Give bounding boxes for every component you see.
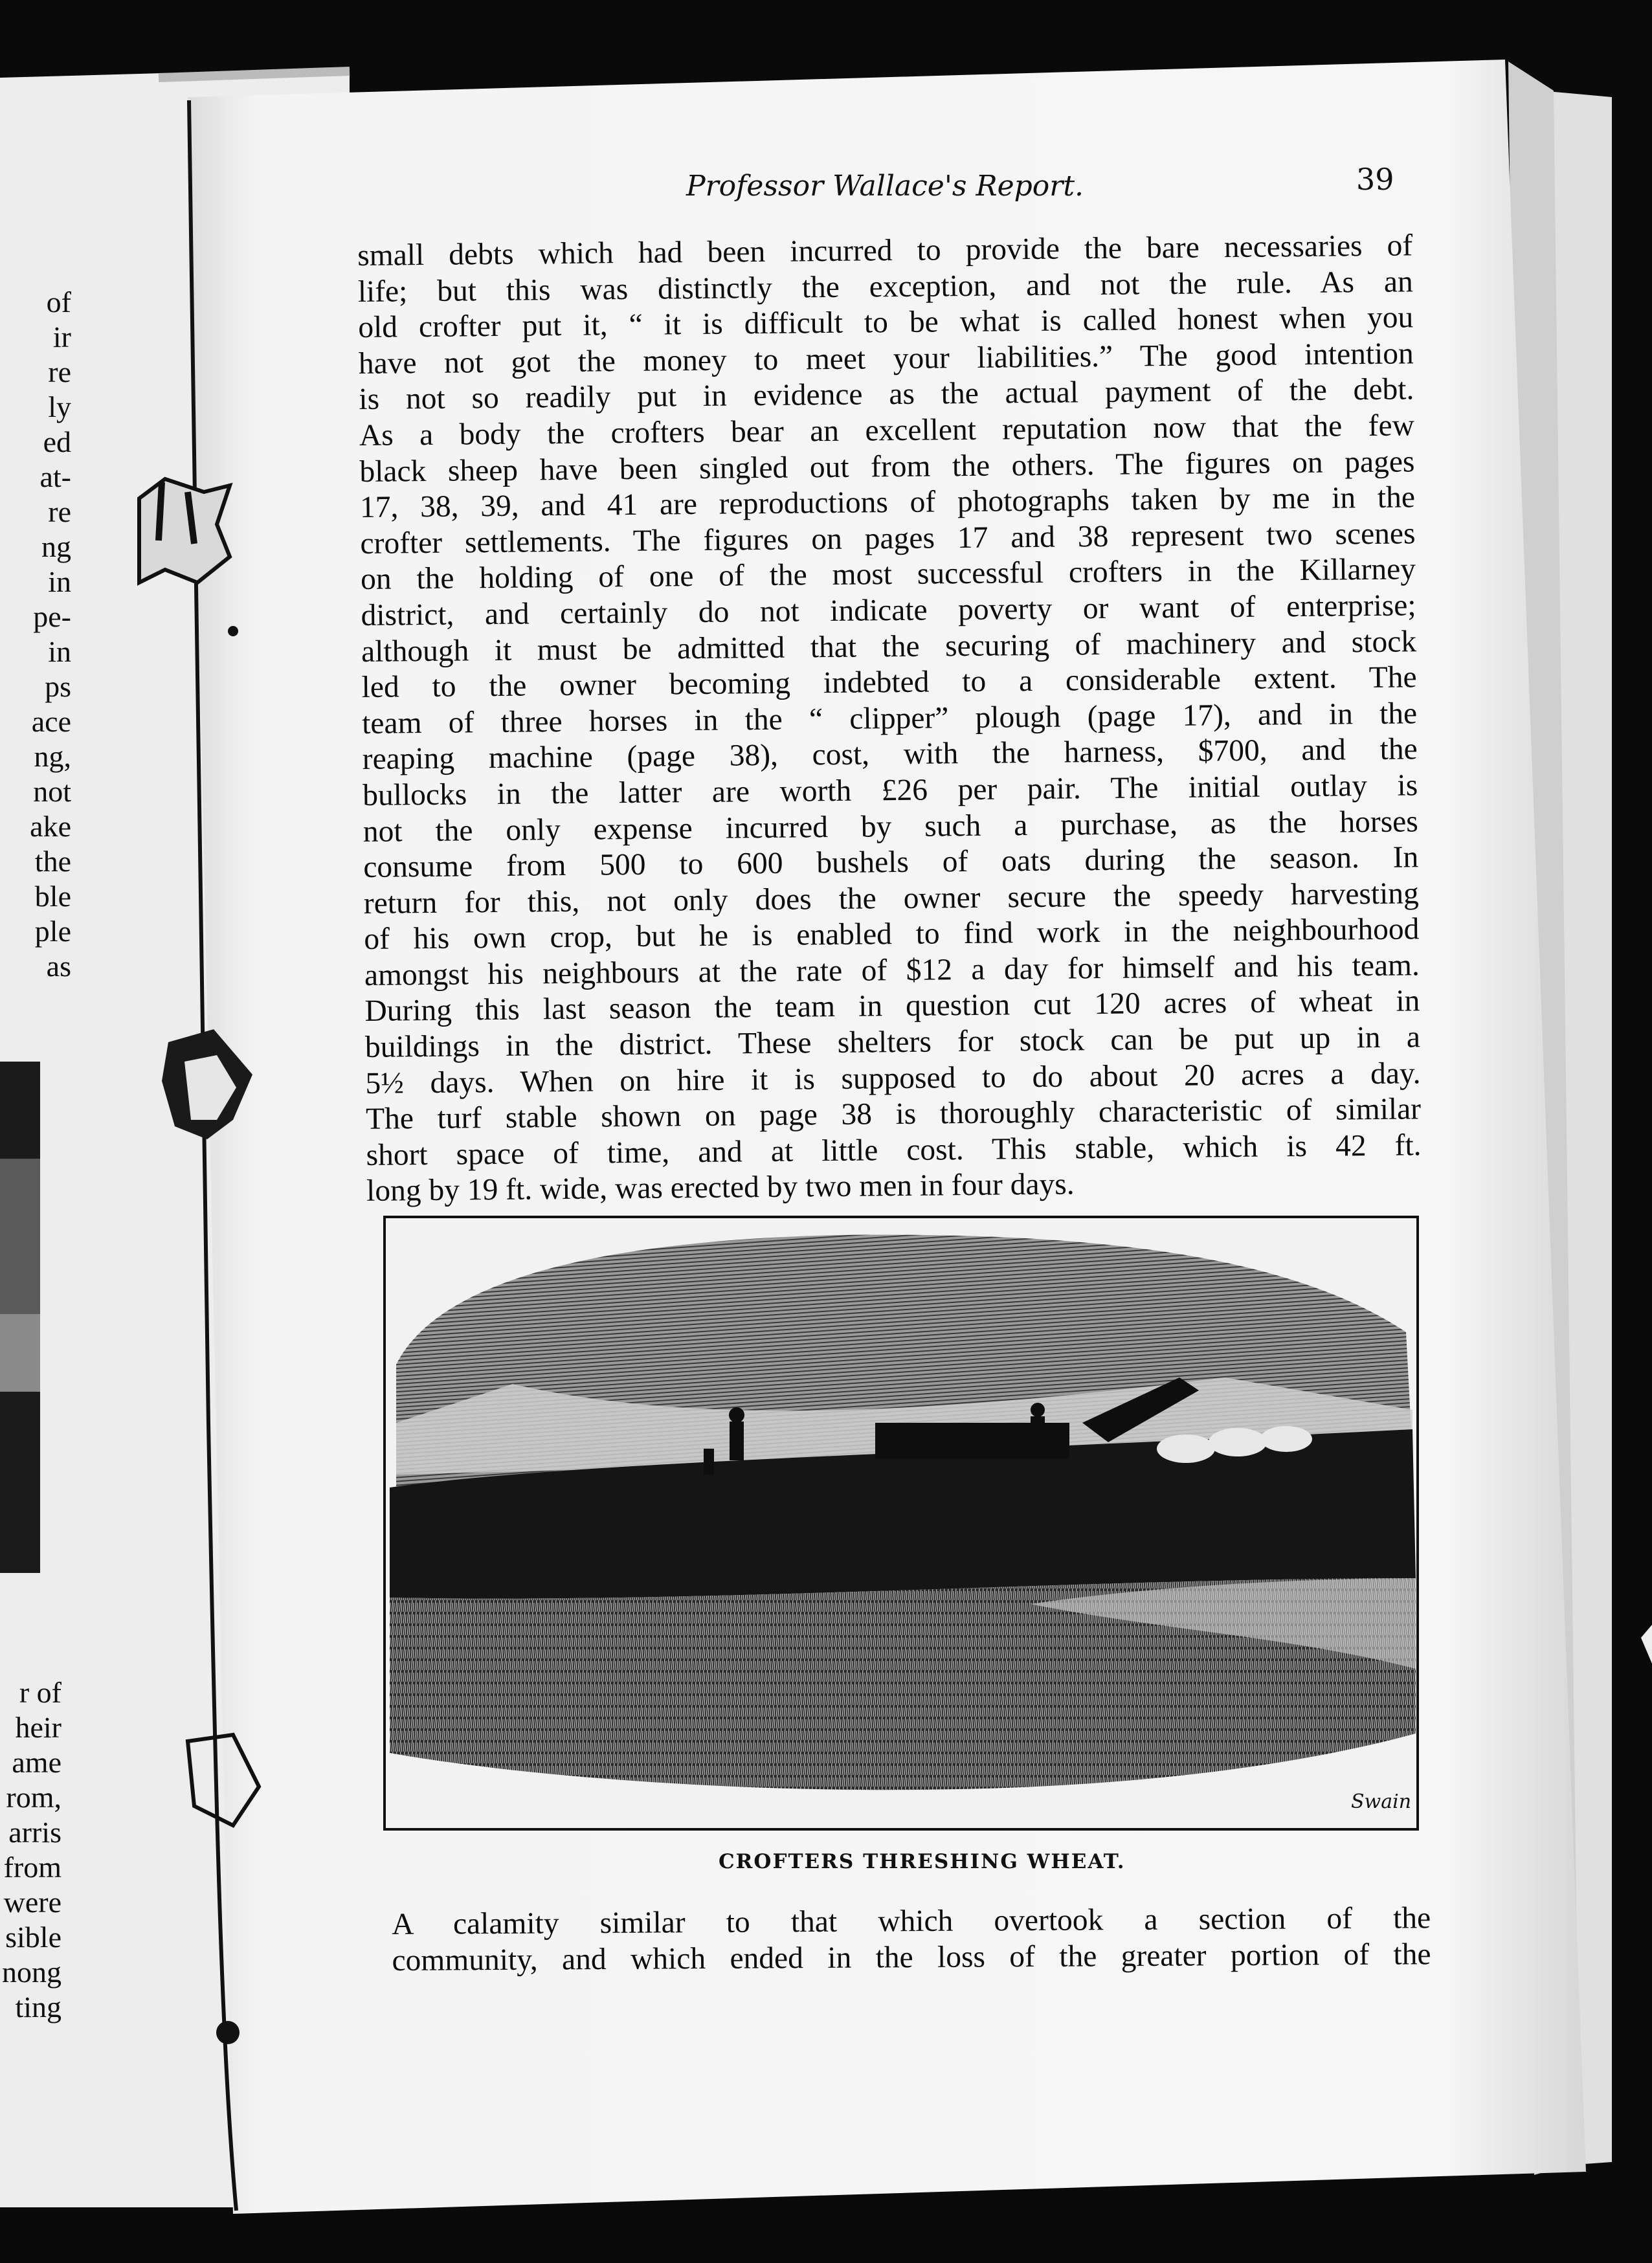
body-line: although it must be admitted that the securing of machinery and stock <box>361 624 1417 669</box>
body-line: of his own crop, but he is enabled to find work in the neighbourhood <box>364 912 1420 957</box>
running-header: Professor Wallace's Report. <box>686 170 1084 203</box>
left-fragment: sible <box>5 1921 61 1954</box>
body-paragraph <box>357 228 1422 1210</box>
body-line: 17, 38, 39, and 41 are reproductions of photographs taken by me in the <box>359 480 1416 525</box>
body-line: amongst his neighbours at the rate of $12 a day for himself and his team. <box>364 948 1420 992</box>
left-fragment: in <box>48 635 71 668</box>
figure-caption: CROFTERS THRESHING WHEAT. <box>719 1850 1126 1873</box>
body-line: led to the owner becoming indebted to a considerable extent. The <box>361 660 1417 705</box>
left-fragment: were <box>3 1886 61 1919</box>
left-fragment: heir <box>15 1711 61 1744</box>
body-line: team of three horses in the “ clipper” plough (page 17), and in the <box>361 697 1418 741</box>
body-line: crofter settlements. The figures on pages 17 and 38 represent two scenes <box>360 517 1416 561</box>
engraver-signature: Swain <box>1351 1790 1412 1813</box>
body-line: old crofter put it, “ it is difficult to be what is called honest when you <box>358 300 1414 345</box>
left-fragment: from <box>3 1851 61 1884</box>
body-line: black sheep have been singled out from the others. The figures on pages <box>359 444 1415 489</box>
body-line: life; but this was distinctly the exception, and not the rule. As an <box>357 264 1413 309</box>
left-fragment: nong <box>2 1956 61 1989</box>
left-fragment: ame <box>12 1746 61 1779</box>
left-fragment: ps <box>45 670 71 703</box>
left-fragment: not <box>33 775 71 808</box>
body-line: consume from 500 to 600 bushels of oats during the season. In <box>363 840 1419 885</box>
body-line: A calamity similar to that which overtook a section of the <box>392 1901 1431 1941</box>
body-line: During this last season the team in question cut 120 acres of wheat in <box>364 984 1420 1029</box>
body-line: is not so readily put in evidence as the actual payment of the debt. <box>359 372 1414 417</box>
left-fragment: as <box>46 950 71 983</box>
body-line: The turf stable shown on page 38 is thoroughly characteristic of similar <box>365 1092 1422 1137</box>
body-line: return for this, not only does the owner secure the speedy harvesting <box>363 876 1420 920</box>
closing-paragraph <box>392 1900 1431 1979</box>
body-line: As a body the crofters bear an excellent reputation now that the few <box>359 408 1415 452</box>
left-fragment: at- <box>39 460 71 493</box>
left-fragment: rom, <box>6 1781 61 1814</box>
page-number: 39 <box>1356 162 1394 197</box>
body-line: bullocks in the latter are worth £26 per pair. The initial outlay is <box>363 768 1418 812</box>
left-fragment: pe- <box>33 600 71 633</box>
body-line: small debts which had been incurred to provide the bare necessaries of <box>357 229 1413 273</box>
left-fragment: ng <box>41 530 71 563</box>
left-fragment: ake <box>30 810 71 843</box>
left-fragment: ng, <box>34 740 71 773</box>
left-fragment: arris <box>8 1816 61 1849</box>
body-line: community, and which ended in the loss of the greater portion of the <box>392 1937 1431 1978</box>
engraving-crofters-threshing <box>383 1216 1419 1831</box>
left-fragment: r of <box>19 1676 61 1709</box>
body-line: 5½ days. When on hire it is supposed to do about 20 acres a day. <box>365 1056 1421 1100</box>
left-fragment: ple <box>34 915 71 948</box>
left-fragment: in <box>48 565 71 598</box>
body-line: reaping machine (page 38), cost, with the harness, $700, and the <box>362 732 1418 777</box>
body-line: on the holding of one of the most successful crofters in the Killarney <box>360 552 1416 597</box>
left-fragment: ed <box>43 425 71 458</box>
binding-tear <box>139 479 230 583</box>
left-fragment: ting <box>15 1990 61 2023</box>
body-line: have not got the money to meet your liabilities.” The good intention <box>358 337 1414 381</box>
left-fragment: of <box>46 285 71 318</box>
left-page-text-lower <box>0 1675 61 2025</box>
body-line: not the only expense incurred by such a purchase, as the horses <box>363 804 1418 849</box>
body-line: long by 19 ft. wide, was erected by two men in four days. <box>366 1167 1075 1209</box>
left-fragment: ace <box>31 705 71 738</box>
left-fragment: re <box>48 355 71 388</box>
left-fragment: ble <box>34 880 71 913</box>
body-line: short space of time, and at little cost. This stable, which is 42 ft. <box>366 1128 1422 1172</box>
body-line: district, and certainly do not indicate poverty or want of enterprise; <box>361 588 1416 632</box>
left-fragment: ly <box>48 390 71 423</box>
left-fragment: ir <box>52 320 71 353</box>
left-fragment: the <box>34 845 71 878</box>
body-line: buildings in the district. These shelters for stock can be put up in a <box>364 1020 1421 1065</box>
left-fragment: re <box>48 495 71 528</box>
left-page-text-upper <box>0 285 71 984</box>
